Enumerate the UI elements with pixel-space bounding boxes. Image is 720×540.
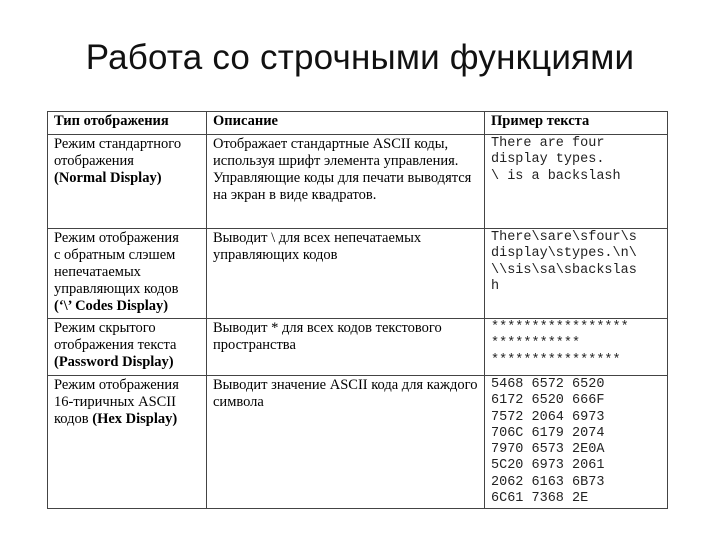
header-text-example: Пример текста xyxy=(485,112,668,135)
example-cell xyxy=(485,135,668,229)
example-line: 6C61 7368 2E xyxy=(491,491,589,507)
mode-text: с обратным слэшем xyxy=(54,247,176,263)
mode-text: управляющих кодов xyxy=(54,281,179,297)
example-cell xyxy=(485,319,668,376)
mode-text: Режим скрытого xyxy=(54,320,156,336)
example-line: There\sare\sfour\s xyxy=(491,230,637,245)
example-line: 5C20 6973 2061 xyxy=(491,458,605,474)
mode-text: непечатаемых xyxy=(54,264,141,280)
header-description: Описание xyxy=(207,112,485,135)
mode-text: 16-тиричных ASCII xyxy=(54,394,176,410)
table-row xyxy=(48,319,668,376)
example-line: **************** xyxy=(491,352,621,368)
header-display-type: Тип отображения xyxy=(48,112,207,135)
mode-text: Режим отображения xyxy=(54,377,179,393)
example-line: ***************** xyxy=(491,320,629,335)
example-cell xyxy=(485,376,668,509)
mode-cell xyxy=(48,229,207,319)
example-line: 5468 6572 6520 xyxy=(491,377,605,392)
display-modes-table xyxy=(47,111,668,509)
mode-name-bold: (Password Display) xyxy=(54,354,174,370)
example-line: *********** xyxy=(491,336,581,352)
mode-text: кодов xyxy=(54,411,89,427)
mode-text: отображения xyxy=(54,153,134,169)
example-line: display types. xyxy=(491,152,605,168)
slide-title: Работа со строчными функциями xyxy=(85,38,635,77)
example-line: There are four xyxy=(491,136,605,151)
example-line: h xyxy=(491,278,500,294)
description-cell: Выводит \ для всех непечатаемых управляющих кодов xyxy=(207,229,485,319)
mode-cell xyxy=(48,319,207,376)
mode-text: Режим отображения xyxy=(54,230,179,246)
example-line: 706C 6179 2074 xyxy=(491,425,605,441)
example-line: 7572 2064 6973 xyxy=(491,409,605,425)
mode-name-bold: (‘\’ Codes Display) xyxy=(54,298,169,314)
description-cell: Отображает стандартные ASCII коды, используя шрифт элемента управления. Управляющие коды для печати выводятся на экран в виде квадратов. xyxy=(207,135,485,229)
mode-cell xyxy=(48,135,207,229)
table-row xyxy=(48,229,668,319)
table-header-row xyxy=(48,112,668,135)
example-line: \ is a backslash xyxy=(491,168,621,184)
mode-name-bold: (Hex Display) xyxy=(92,411,178,427)
example-line: \\sis\sa\sbackslas xyxy=(491,262,637,278)
mode-text: Режим стандартного xyxy=(54,136,182,152)
mode-cell xyxy=(48,376,207,509)
example-line: 2062 6163 6B73 xyxy=(491,474,605,490)
table-row xyxy=(48,135,668,229)
description-cell: Выводит * для всех кодов текстового пространства xyxy=(207,319,485,376)
mode-name-bold: (Normal Display) xyxy=(54,170,162,186)
example-line: 6172 6520 666F xyxy=(491,393,605,409)
table-row xyxy=(48,376,668,509)
example-line: 7970 6573 2E0A xyxy=(491,442,605,458)
description-cell: Выводит значение ASCII кода для каждого символа xyxy=(207,376,485,509)
example-line: display\stypes.\n\ xyxy=(491,246,637,262)
mode-text: отображения текста xyxy=(54,337,177,353)
example-cell xyxy=(485,229,668,319)
display-modes-table-container xyxy=(47,111,667,509)
